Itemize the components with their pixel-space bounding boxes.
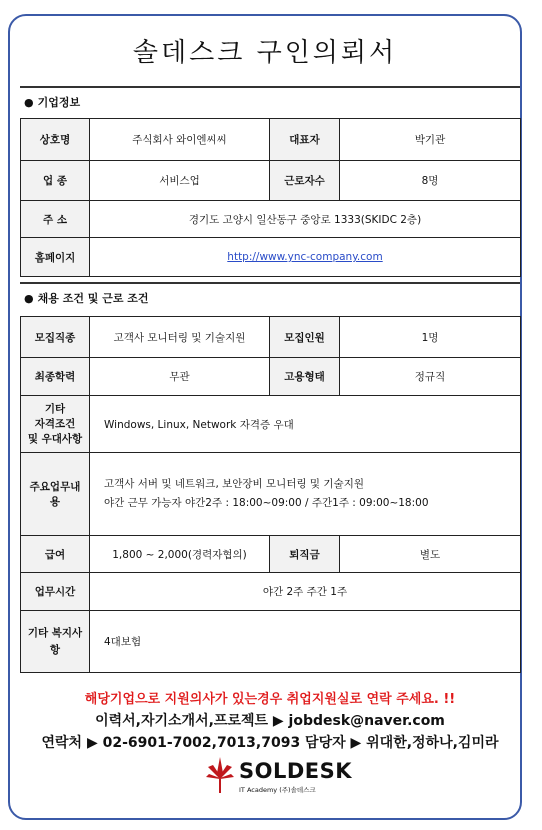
headcount: 1명 bbox=[340, 317, 521, 358]
table-row bbox=[21, 161, 521, 201]
position: 고객사 모니터링 및 기술지원 bbox=[90, 317, 270, 358]
work-hours: 야간 2주 주간 1주 bbox=[90, 573, 521, 611]
label-salary: 급여 bbox=[21, 536, 90, 573]
label-education: 최종학력 bbox=[21, 358, 90, 396]
table-row bbox=[21, 238, 521, 277]
ceo-name: 박기관 bbox=[340, 119, 521, 161]
label-duties: 주요업무내용 bbox=[21, 453, 90, 536]
section-job-conditions: ● 채용 조건 및 근로 조건 bbox=[20, 282, 520, 312]
label-employment: 고용형태 bbox=[270, 358, 340, 396]
welfare: 4대보험 bbox=[90, 611, 521, 673]
soldesk-logo bbox=[205, 753, 353, 799]
company-name: 주식회사 와이엔씨씨 bbox=[90, 119, 270, 161]
label-homepage: 홈페이지 bbox=[21, 238, 90, 277]
employment: 정규직 bbox=[340, 358, 521, 396]
table-row bbox=[21, 453, 521, 536]
bullet-icon: ● bbox=[24, 292, 34, 305]
label-ceo: 대표자 bbox=[270, 119, 340, 161]
label-company-name: 상호명 bbox=[21, 119, 90, 161]
label-headcount: 모집인원 bbox=[270, 317, 340, 358]
homepage-link[interactable]: http://www.ync-company.com bbox=[227, 251, 383, 263]
documents-email: 이력서,자기소개서,프로젝트 ▶ jobdesk@naver.com bbox=[95, 713, 445, 729]
table-row bbox=[21, 358, 521, 396]
employees: 8명 bbox=[340, 161, 521, 201]
logo-subtitle: IT Academy (주)솔데스크 bbox=[239, 786, 316, 794]
education: 무관 bbox=[90, 358, 270, 396]
table-row bbox=[21, 119, 521, 161]
table-row bbox=[21, 396, 521, 453]
leaf-icon bbox=[205, 755, 235, 795]
job-conditions-table bbox=[20, 316, 521, 673]
page-title: 솔데스크 구인의뢰서 bbox=[132, 38, 398, 68]
table-row bbox=[21, 317, 521, 358]
address: 경기도 고양시 일산동구 중앙로 1333(SKIDC 2층) bbox=[90, 201, 521, 238]
notice-text: 해당기업으로 지원의사가 있는경우 취업지원실로 연락 주세요. !! bbox=[84, 692, 456, 707]
bullet-icon: ● bbox=[24, 96, 34, 109]
table-row bbox=[21, 201, 521, 238]
company-info-table bbox=[20, 118, 521, 277]
section-company-info: ● 기업정보 bbox=[20, 86, 520, 116]
label-welfare: 기타 복지사 항 bbox=[21, 611, 90, 673]
qualifications: Windows, Linux, Network 자격증 우대 bbox=[90, 396, 521, 453]
duties: 고객사 서버 및 네트워크, 보안장비 모니터링 및 기술지원 야간 근무 가능자 야간2주 : 18:00~09:00 / 주간1주 : 09:00~18:00 bbox=[90, 453, 521, 536]
label-industry: 업 종 bbox=[21, 161, 90, 201]
table-row bbox=[21, 573, 521, 611]
label-qualifications: 기타 자격조건 및 우대사항 bbox=[21, 396, 90, 453]
contact-info: 연락처 ▶ 02-6901-7002,7013,7093 담당자 ▶ 위대한,정하나,김미라 bbox=[41, 735, 499, 751]
table-row bbox=[21, 536, 521, 573]
table-row bbox=[21, 611, 521, 673]
label-address: 주 소 bbox=[21, 201, 90, 238]
salary: 1,800 ~ 2,000(경력자협의) bbox=[90, 536, 270, 573]
label-position: 모집직종 bbox=[21, 317, 90, 358]
label-employees: 근로자수 bbox=[270, 161, 340, 201]
industry: 서비스업 bbox=[90, 161, 270, 201]
label-hours: 업무시간 bbox=[21, 573, 90, 611]
label-severance: 퇴직금 bbox=[270, 536, 340, 573]
logo-name: SOLDESK bbox=[239, 759, 353, 783]
severance: 별도 bbox=[340, 536, 521, 573]
